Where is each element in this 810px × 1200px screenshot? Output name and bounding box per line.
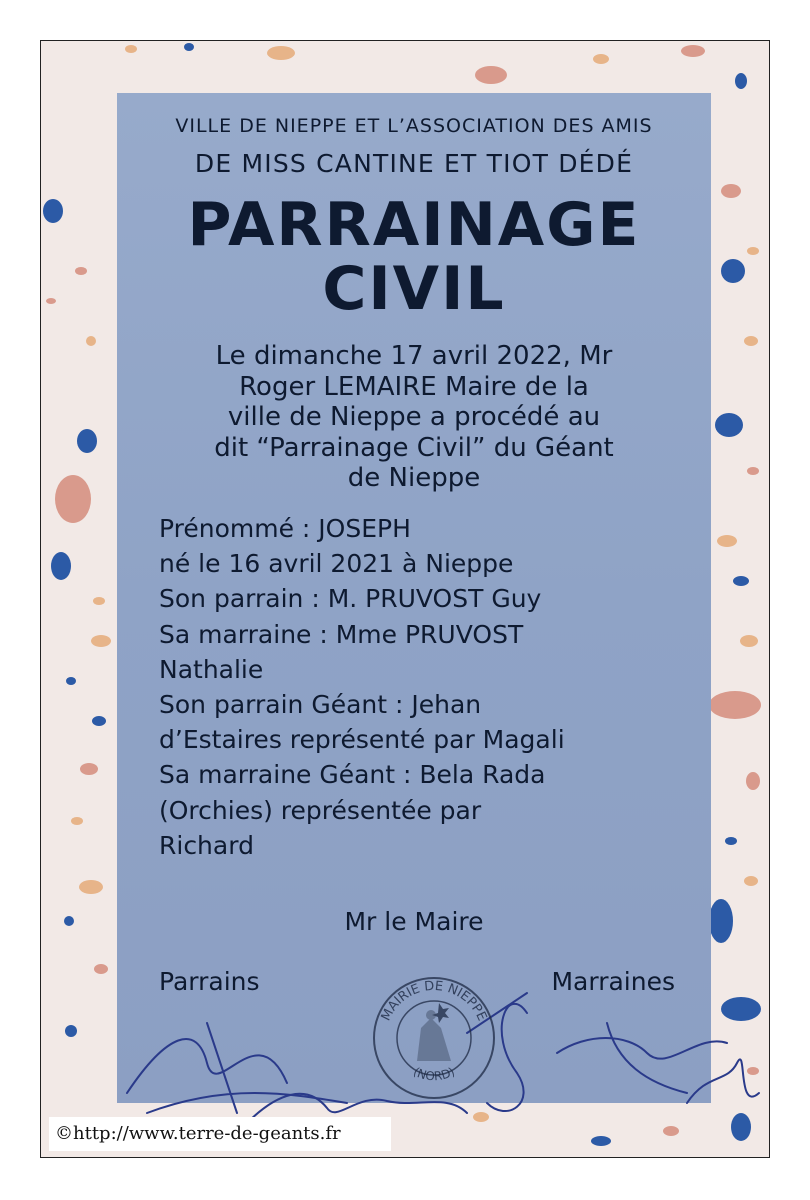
details-line: Nathalie [159,654,264,684]
details-line: Sa marraine Géant : Bela Rada [159,760,546,790]
godmothers-label: Marraines [551,967,675,996]
details-line: Sa marraine : Mme PRUVOST [159,619,524,649]
details-line: Son parrain : M. PRUVOST Guy [159,584,542,614]
seal-bottom-text: (NORD) [410,1064,458,1084]
intro-line: Roger LEMAIRE Maire de la [239,371,589,402]
intro-paragraph [137,341,691,494]
details-line: Son parrain Géant : Jehan [159,690,482,720]
town-hall-seal [369,973,499,1103]
details-line: Prénommé : JOSEPH [159,514,411,543]
intro-line: de Nieppe [347,463,481,493]
certificate-title [117,190,711,324]
details-line: d’Estaires représenté par Magali [159,725,565,755]
seal-emblem [417,1003,451,1061]
title-line-1: PARRAINAGE [187,190,641,260]
poster-frame [41,41,769,1157]
details-list [159,511,679,863]
seal-top-text: MAIRIE DE NIEPPE [378,978,490,1024]
certificate-sheet [117,93,711,1103]
details-line: Richard [159,830,254,860]
copyright-watermark: ©http://www.terre-de-geants.fr [49,1117,391,1151]
intro-line: ville de Nieppe a procédé au [227,402,601,432]
intro-line: dit “Parrainage Civil” du Géant [214,432,614,463]
organizer-line-2: DE MISS CANTINE ET TIOT DÉDÉ [194,149,634,178]
details-line: né le 16 avril 2021 à Nieppe [159,549,514,579]
organizer-line-1: VILLE DE NIEPPE ET L’ASSOCIATION DES AMIS [175,115,653,137]
title-line-2: CIVIL [322,254,506,324]
intro-line: Le dimanche 17 avril 2022, Mr [215,341,613,371]
details-line: (Orchies) représentée par [159,795,482,825]
svg-text:(NORD) [411,1065,457,1084]
mayor-label: Mr le Maire [344,907,484,936]
godfathers-label: Parrains [159,967,260,996]
